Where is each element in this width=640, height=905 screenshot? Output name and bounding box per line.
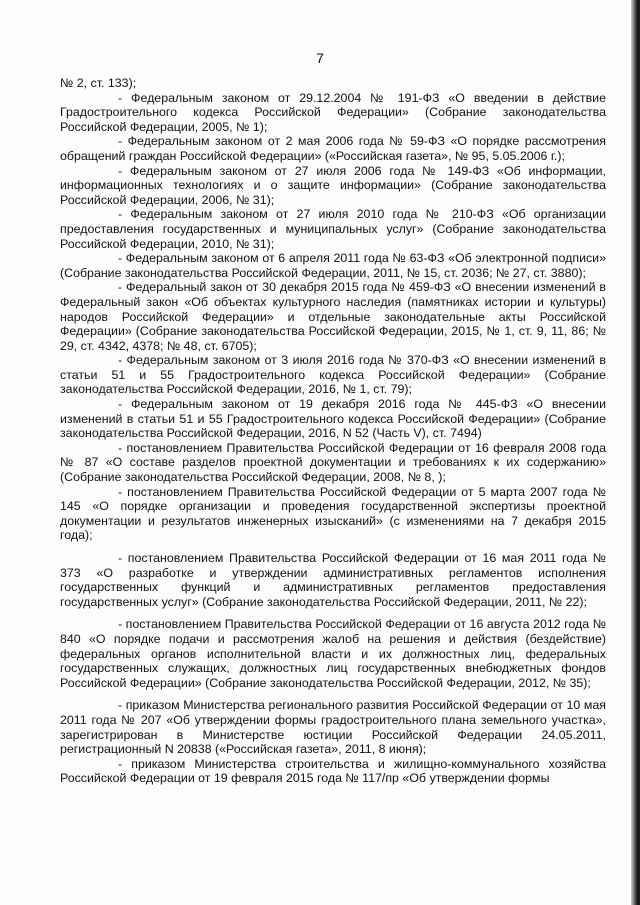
paragraph: - приказом Министерства регионального развития Российской Федерации от 10 мая 2011 года № 207 «Об утверждении формы градостроительного плана земельного участка», зарегистрирован в Министерстве юстиции Российской Федерации 24.05.2011, регистрационный N 20838 («Российская газета», 2011, 8 июня); (60, 698, 606, 757)
paragraph: - постановлением Правительства Российской Федерации от 16 мая 2011 года № 373 «О разработке и утверждении административных регламентов исполнения государственных функций и административных регламентов предоставления государственных услуг» (Собрание законодательства Российской Федерации, 2011, № 22); (60, 551, 606, 609)
paragraph: - Федеральным законом от 29.12.2004 № 191-ФЗ «О введении в действие Градостроительного кодекса Российской Федерации» (Собрание законодательства Российской Федерации, 2005, № 1); (60, 90, 606, 134)
document-body (60, 76, 606, 786)
paragraph: № 2, ст. 133); (60, 76, 137, 90)
scan-edge-shadow (631, 0, 640, 905)
page-number: 7 (316, 50, 324, 66)
paragraph: - Федеральным законом от 6 апреля 2011 года № 63-ФЗ «Об электронной подписи» (Собрание законодательства Российской Федерации, 2011, № 15, ст. 2036; № 27, ст. 3880); (60, 251, 606, 280)
paragraph: - постановлением Правительства Российской Федерации от 16 февраля 2008 года № 87 «О составе разделов проектной документации и требованиях к их содержанию» (Собрание законодательства Российской Федерации, 2008, № 8, ); (60, 440, 606, 485)
paragraph: - постановлением Правительства Российской Федерации от 5 марта 2007 года № 145 «О порядке организации и проведения государственной экспертизы проектной документации и результатов инженерных изысканий» (с изменениями на 7 декабря 2015 года); (60, 484, 606, 543)
paragraph: - Федеральным законом от 27 июля 2006 года № 149-ФЗ «Об информации, информационных технологиях и о защите информации» (Собрание законодательства Российской Федерации, 2006, № 31); (60, 163, 606, 207)
paragraph: - Федеральным законом от 19 декабря 2016 года № 445-ФЗ «О внесении изменений в статьи 51 и 55 Градостроительного кодекса Российской Федерации» (Собрание законодательства Российской Федерации, 2016, N 52 (Часть V), ст. 7494) (60, 397, 606, 441)
paragraph: - Федеральным законом от 27 июля 2010 года № 210-ФЗ «Об организации предоставления государственных и муниципальных услуг» (Собрание законодательства Российской Федерации, 2010, № 31); (60, 207, 606, 251)
paragraph: - Федеральным законом от 3 июля 2016 года № 370-ФЗ «О внесении изменений в статьи 51 и 55 Градостроительного кодекса Российской Федерации» (Собрание законодательства Российской Федерации, 2016, № 1, ст. 79); (60, 353, 606, 397)
paragraph: - Федеральным законом от 2 мая 2006 года № 59-ФЗ «О порядке рассмотрения обращений граждан Российской Федерации» («Российская газета», № 95, 5.05.2006 г.); (60, 134, 606, 163)
paragraph: - Федеральный закон от 30 декабря 2015 года № 459-ФЗ «О внесении изменений в Федеральный закон «Об объектах культурного наследия (памятниках истории и культуры) народов Российской Федерации» и отдельные законодательные акты Российской Федерации» (Собрание законодательства Российской Федерации, 2015, № 1, ст. 9, 11, 86; № 29, ст. 4342, 4378; № 48, ст. 6705); (60, 280, 606, 353)
paragraph: - постановлением Правительства Российской Федерации от 16 августа 2012 года № 840 «О порядке подачи и рассмотрения жалоб на решения и действия (бездействие) федеральных органов исполнительной власти и их должностных лиц, федеральных государственных служащих, должностных лиц государственных внебюджетных фондов Российской Федерации» (Собрание законодательства Российской Федерации, 2012, № 35); (60, 617, 606, 690)
paragraph: - приказом Министерства строительства и жилищно-коммунального хозяйства Российской Федерации от 19 февраля 2015 года № 117/пр «Об утверждении формы (60, 756, 606, 786)
